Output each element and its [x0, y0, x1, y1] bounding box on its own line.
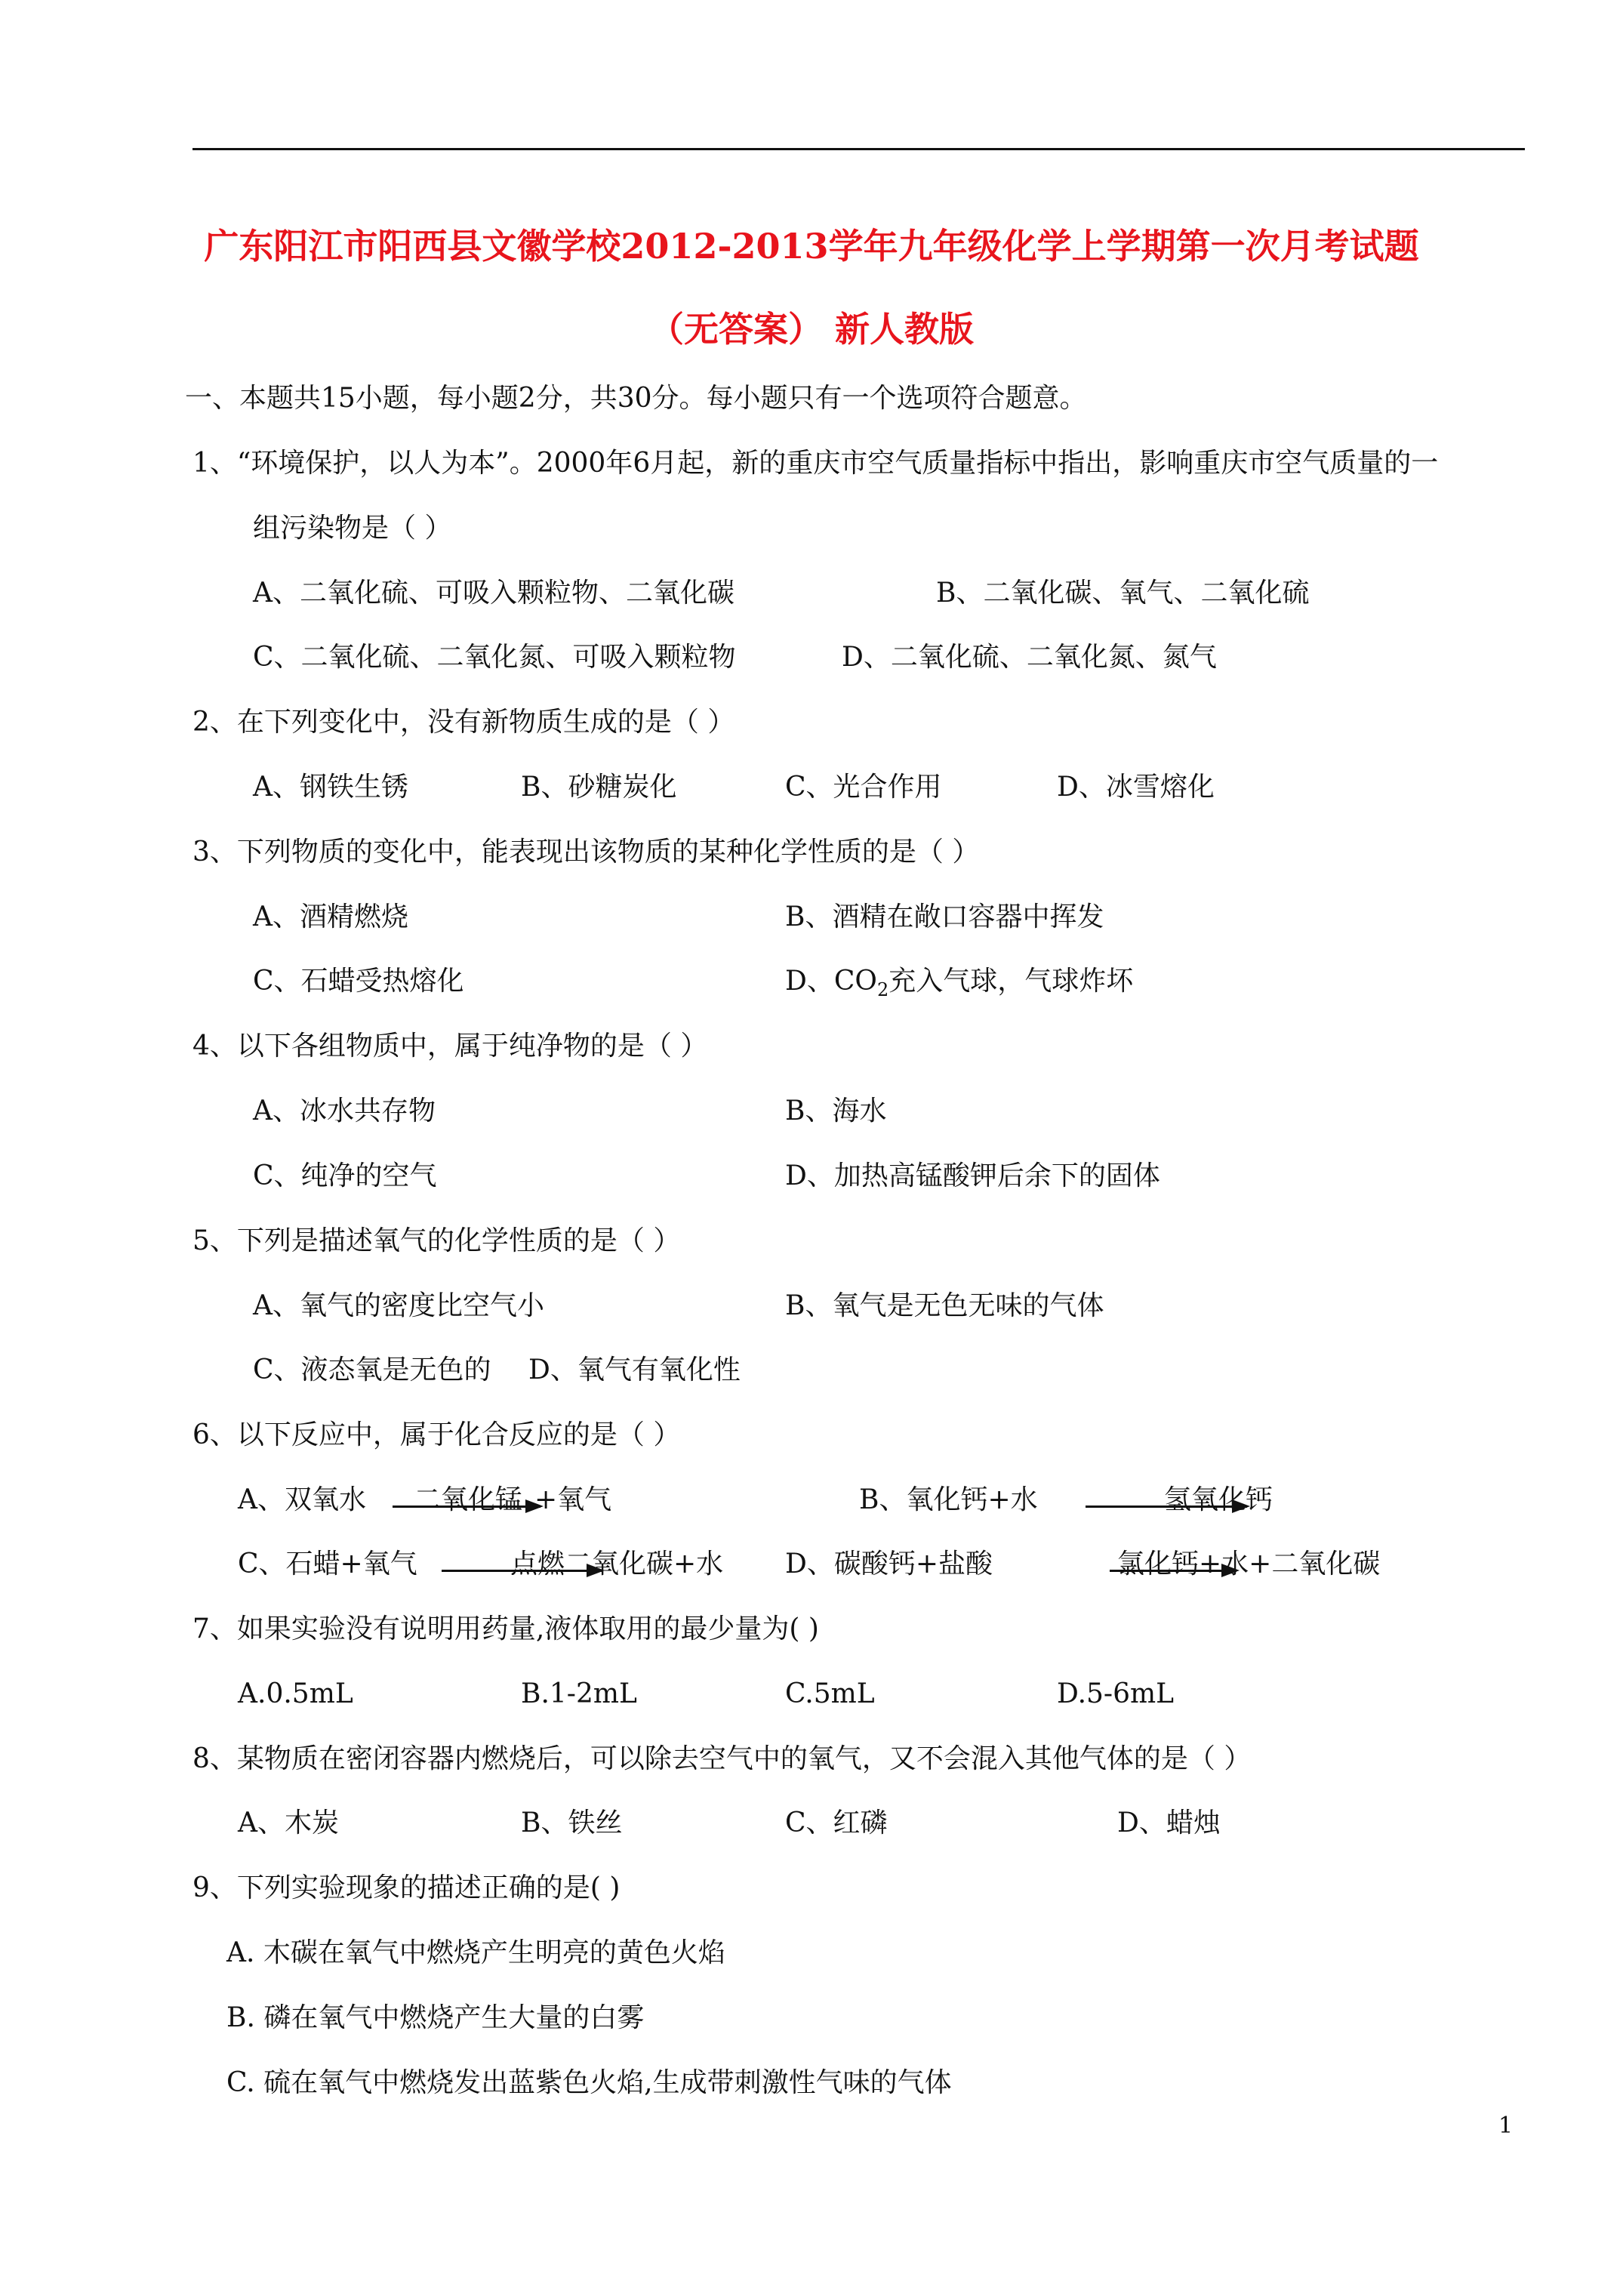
question-4-option-a: A、冰水共存物 [253, 1096, 436, 1126]
question-5-option-d: D、氧气有氧化性 [528, 1354, 741, 1385]
question-5-option-c: C、液态氧是无色的 [253, 1354, 491, 1385]
question-4-option-c: C、纯净的空气 [253, 1160, 437, 1191]
question-1-stem-line-1: 1、“环境保护，以人为本”。2000年6月起，新的重庆市空气质量指标中指出，影响重庆市空气质量的一 [192, 448, 1439, 479]
question-6-option-c-products: 二氧化碳+水 [565, 1549, 724, 1579]
question-2-option-c: C、光合作用 [785, 772, 942, 803]
question-8-stem: 8、某物质在密闭容器内燃烧后，可以除去空气中的氧气，又不会混入其他气体的是（ ） [192, 1743, 1252, 1774]
question-9-option-a: A. 木碳在氧气中燃烧产生明亮的黄色火焰 [226, 1937, 725, 1968]
question-7-option-a: A.0.5mL [238, 1678, 353, 1709]
page-number: 1 [1498, 2113, 1514, 2139]
question-8-option-d: D、蜡烛 [1117, 1808, 1221, 1838]
question-9-option-c: C. 硫在氧气中燃烧发出蓝紫色火焰,生成带刺激性气味的气体 [226, 2067, 952, 2098]
question-8-option-c: C、红磷 [785, 1808, 888, 1838]
question-6-option-c-reactants: C、石蜡+氧气 [238, 1549, 417, 1579]
question-1-option-a: A、二氧化硫、可吸入颗粒物、二氧化碳 [253, 578, 735, 609]
question-1-option-b: B、二氧化碳、氧气、二氧化硫 [936, 578, 1310, 609]
question-3-option-a: A、酒精燃烧 [253, 901, 408, 932]
question-5-option-a: A、氧气的密度比空气小 [253, 1290, 544, 1321]
question-6-option-d-reactants: D、碳酸钙+盐酸 [785, 1549, 993, 1579]
question-7-stem: 7、如果实验没有说明用药量,液体取用的最少量为( ) [192, 1613, 819, 1644]
header-rule [192, 148, 1525, 150]
question-2-stem: 2、在下列变化中，没有新物质生成的是（ ） [192, 707, 735, 738]
question-6-option-d-products: 氯化钙+水+二氧化碳 [1117, 1549, 1381, 1579]
question-6-option-a-arrow [393, 1505, 540, 1508]
question-3-stem: 3、下列物质的变化中，能表现出该物质的某种化学性质的是（ ） [192, 837, 980, 868]
question-2-option-d: D、冰雪熔化 [1057, 772, 1215, 803]
question-6-stem: 6、以下反应中，属于化合反应的是（ ） [192, 1419, 681, 1450]
question-9-stem: 9、下列实验现象的描述正确的是( ) [192, 1872, 621, 1903]
question-3-option-c: C、石蜡受热熔化 [253, 966, 464, 997]
question-6-option-c-condition: 点燃 [510, 1549, 565, 1579]
question-2-option-b: B、砂糖炭化 [521, 772, 677, 803]
question-1-option-c: C、二氧化硫、二氧化氮、可吸入颗粒物 [253, 642, 736, 673]
question-7-option-d: D.5-6mL [1057, 1678, 1175, 1709]
question-8-option-b: B、铁丝 [521, 1808, 623, 1838]
question-2-option-a: A、钢铁生锈 [253, 772, 408, 803]
question-6-option-b-reactants: B、氧化钙+水 [859, 1484, 1038, 1515]
question-6-option-a-condition: 二氧化锰 [414, 1484, 523, 1515]
question-6-option-b-products: 氢氧化钙 [1164, 1484, 1273, 1515]
question-4-stem: 4、以下各组物质中，属于纯净物的是（ ） [192, 1031, 708, 1062]
document-title-line-2: （无答案） 新人教版 [648, 309, 974, 350]
question-1-stem-line-2: 组污染物是（ ） [253, 513, 452, 544]
question-3-option-b: B、酒精在敞口容器中挥发 [785, 901, 1104, 932]
question-5-stem: 5、下列是描述氧气的化学性质的是（ ） [192, 1225, 681, 1256]
question-4-option-d: D、加热高锰酸钾后余下的固体 [785, 1160, 1160, 1191]
question-1-option-d: D、二氧化硫、二氧化氮、氮气 [842, 642, 1217, 673]
section-instructions: 一、本题共15小题，每小题2分，共30分。每小题只有一个选项符合题意。 [185, 383, 1087, 414]
question-9-option-b: B. 磷在氧气中燃烧产生大量的白雾 [226, 2002, 645, 2033]
co2-subscript: 2 [876, 979, 889, 1000]
question-6-option-a-products: +氧气 [534, 1484, 612, 1515]
question-4-option-b: B、海水 [785, 1096, 887, 1126]
question-7-option-c: C.5mL [785, 1678, 875, 1709]
question-3-option-d: D、$CO_2$充入气球，气球炸坏 [785, 966, 1134, 1000]
question-6-option-a-reactants: A、双氧水 [238, 1484, 366, 1515]
question-8-option-a: A、木炭 [238, 1808, 339, 1838]
question-5-option-b: B、氧气是无色无味的气体 [785, 1290, 1104, 1321]
document-title-line-1: 广东阳江市阳西县文徽学校2012-2013学年九年级化学上学期第一次月考试题 [204, 226, 1419, 267]
question-7-option-b: B.1-2mL [521, 1678, 637, 1709]
